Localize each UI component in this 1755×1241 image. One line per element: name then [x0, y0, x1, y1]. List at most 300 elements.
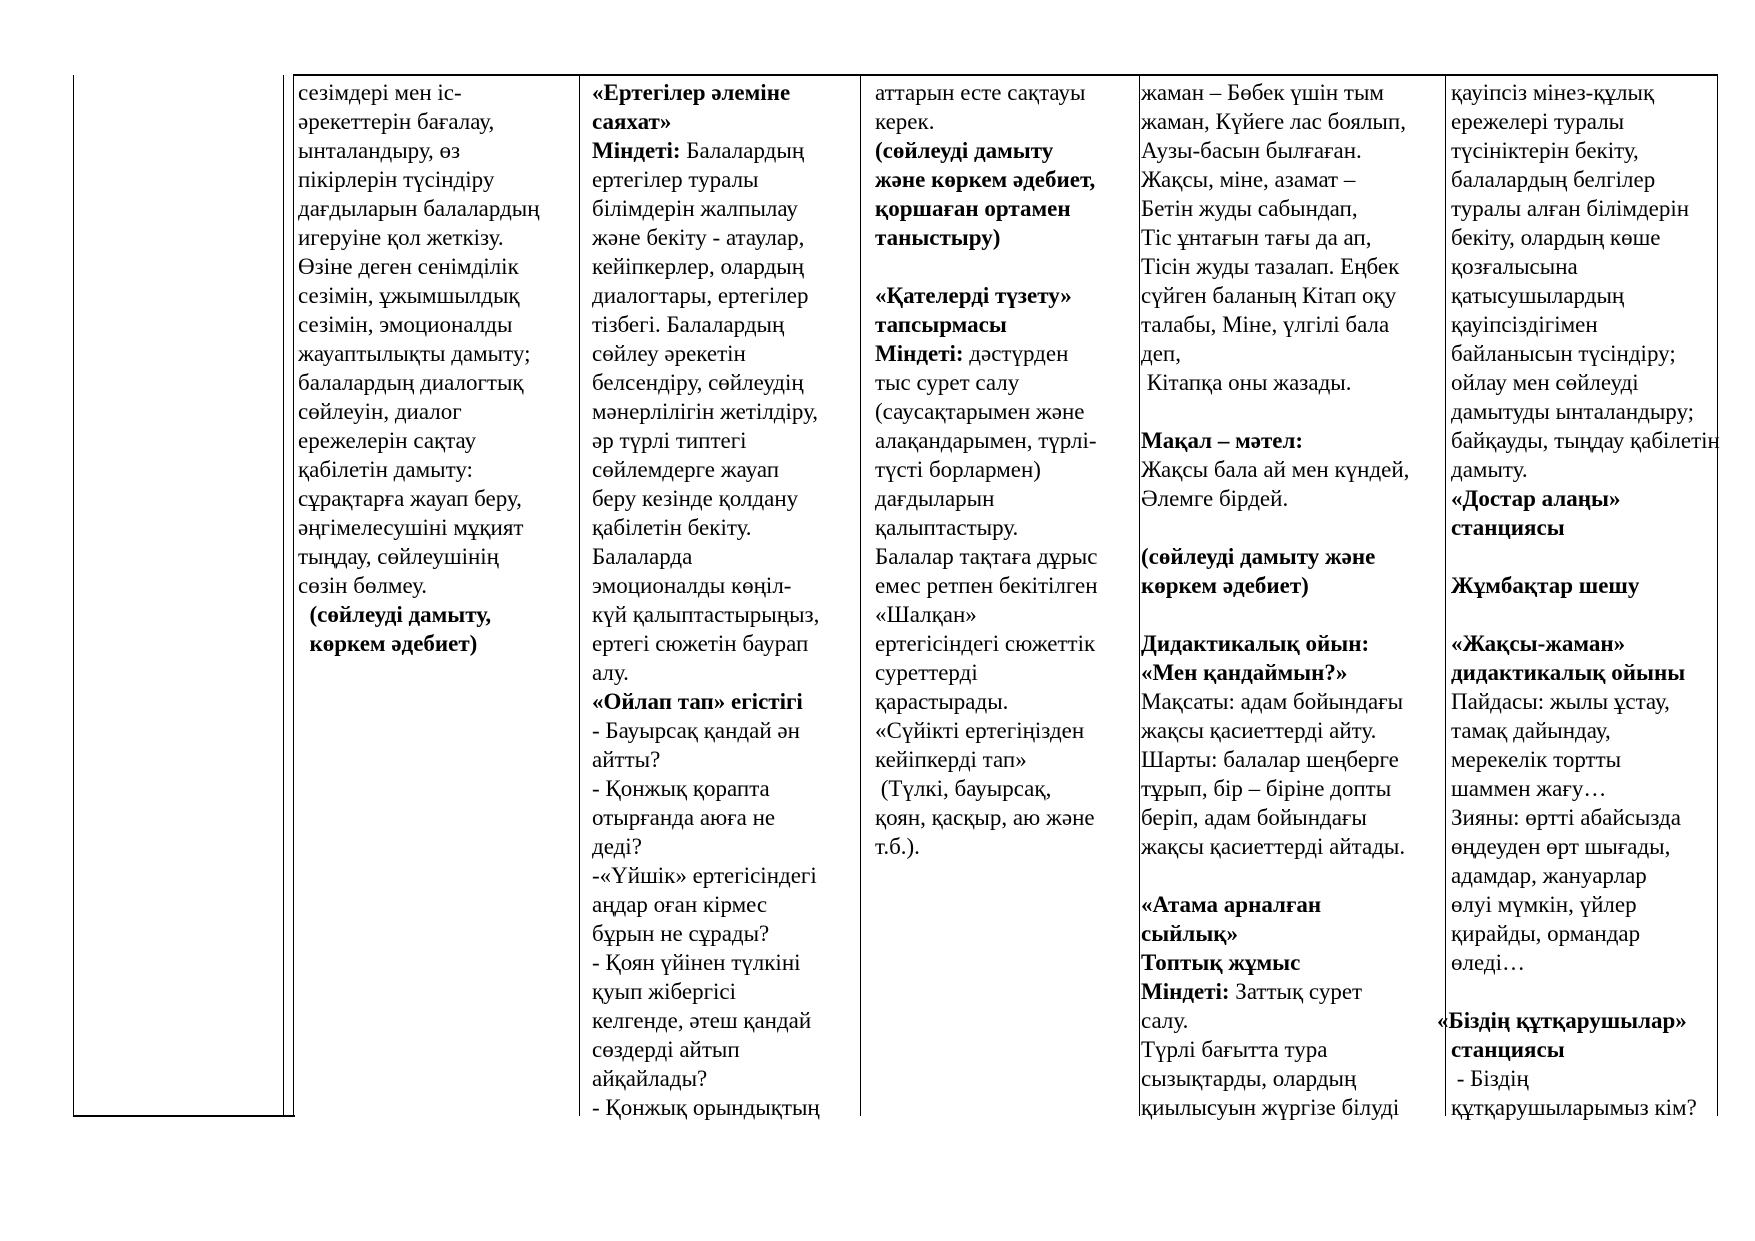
text-line: [875, 542, 1137, 571]
line-text: сөйлемдерге жауап: [592, 457, 780, 482]
line-text: Мақсаты: адам бойындағы: [1141, 689, 1404, 714]
text-line: [875, 310, 1137, 339]
text-line: [592, 1006, 858, 1035]
text-line: [1141, 687, 1444, 716]
text-line: [298, 281, 576, 310]
text-line: [592, 861, 858, 890]
text-line: [1451, 136, 1719, 165]
line-text: қирайды, ормандар: [1451, 921, 1641, 946]
line-text: жаман – Бөбек үшін тым: [1141, 80, 1384, 105]
line-text: балалардың белгілер: [1451, 167, 1656, 192]
column-1-text: [298, 78, 576, 658]
bold-text: Дидактикалық ойын:: [1141, 631, 1370, 656]
text-line: [592, 252, 858, 281]
text-line: [298, 629, 576, 658]
text-line: [1141, 426, 1444, 455]
line-text: тамақ дайындау,: [1451, 718, 1611, 743]
text-line: [592, 832, 858, 861]
line-text: ойлау мен сөйлеуді: [1451, 370, 1639, 395]
line-text: қабілетін дамыту:: [298, 457, 473, 482]
text-line: [298, 368, 576, 397]
text-line: [1451, 1064, 1719, 1093]
bold-text: Топтық жұмыс: [1141, 950, 1301, 975]
line-text: емес ретпен бекітілген: [875, 573, 1098, 598]
bold-text: саяхат»: [592, 109, 672, 134]
line-text: байқауды, тыңдау қабілетін: [1451, 428, 1720, 453]
line-text: ертегісіндегі сюжеттік: [875, 631, 1096, 656]
line-text: туралы алған білімдерін: [1451, 196, 1690, 221]
line-text: бекіту, олардың көше: [1451, 225, 1661, 250]
text-line: [1451, 513, 1719, 542]
line-text: беріп, адам бойындағы: [1141, 805, 1367, 830]
line-text: айтты?: [592, 747, 661, 772]
text-line: [298, 397, 576, 426]
line-text: -«Үйшік» ертегісіндегі: [592, 863, 817, 888]
line-text: қарастырады.: [875, 689, 1009, 714]
text-line: [1141, 977, 1444, 1006]
line-text: сөздерді айтып: [592, 1037, 740, 1062]
bold-text: (сөйлеуді дамыту,: [298, 602, 492, 627]
line-text: Зияны: өртті абайсызда: [1451, 805, 1681, 830]
text-line: [1451, 600, 1719, 629]
text-line: [592, 803, 858, 832]
text-line: [592, 774, 858, 803]
line-text: Тісін жуды тазалап. Еңбек: [1141, 254, 1400, 279]
text-line: [1141, 107, 1444, 136]
text-line: [875, 165, 1137, 194]
line-text: - Қонжық қорапта: [592, 776, 770, 801]
text-line: [298, 484, 576, 513]
text-line: [1141, 600, 1444, 629]
column-divider-4: [860, 75, 861, 1116]
line-text: әңгімелесушіні мұқият: [298, 515, 524, 540]
text-line: [1437, 1006, 1719, 1035]
text-line: [592, 600, 858, 629]
line-text: өледі…: [1451, 950, 1525, 975]
text-line: [1141, 774, 1444, 803]
text-line: [1451, 948, 1719, 977]
column-divider-1: [283, 75, 284, 1116]
text-line: [298, 513, 576, 542]
text-line: [298, 571, 576, 600]
text-line: [592, 890, 858, 919]
line-text: «Шалқан»: [875, 602, 977, 627]
text-line: [592, 513, 858, 542]
text-line: [1451, 165, 1719, 194]
text-line: [1451, 745, 1719, 774]
table-bottom-border: [73, 1115, 295, 1117]
text-line: [875, 252, 1137, 281]
bold-text: станциясы: [1451, 515, 1565, 540]
text-line: [1141, 745, 1444, 774]
table-top-border: [293, 74, 1718, 76]
line-text: сезімін, ұжымшылдық: [298, 283, 520, 308]
line-text: қуып жібергісі: [592, 979, 736, 1004]
text-line: [592, 1064, 858, 1093]
line-text: тізбегі. Балалардың: [592, 312, 785, 337]
text-line: [1451, 426, 1719, 455]
line-text: мәнерлілігін жетілдіру,: [592, 399, 819, 424]
text-line: [1451, 397, 1719, 426]
line-text: сезімдері мен іс-: [298, 80, 462, 105]
line-text: Балалар тақтаға дұрыс: [875, 544, 1098, 569]
line-text: аңдар оған кірмес: [592, 892, 768, 917]
line-text: Аузы-басын былғаған.: [1141, 138, 1362, 163]
column-2-text: [592, 78, 858, 1122]
text-line: [1451, 832, 1719, 861]
text-line: [1451, 339, 1719, 368]
text-line: [1141, 1093, 1444, 1122]
line-text: суреттерді: [875, 660, 978, 685]
line-text: білімдерін жалпылау: [592, 196, 798, 221]
text-line: [298, 339, 576, 368]
line-text: Өзіне деген сенімділік: [298, 254, 519, 279]
text-line: [298, 310, 576, 339]
column-divider-6: [1445, 75, 1446, 1116]
line-text: (саусақтарымен және: [875, 399, 1085, 424]
line-text: беру кезінде қолдану: [592, 486, 799, 511]
line-text: дағдыларын: [875, 486, 995, 511]
line-text: сөзін бөлмеу.: [298, 573, 428, 598]
line-text: Шарты: балалар шеңберге: [1141, 747, 1399, 772]
line-text: отырғанда аюға не: [592, 805, 776, 830]
text-line: [592, 281, 858, 310]
line-text: айқайлады?: [592, 1066, 708, 1091]
line-text: өңдеуден өрт шығады,: [1451, 834, 1671, 859]
text-line: [592, 136, 858, 165]
line-text: жаман, Күйеге лас боялып,: [1141, 109, 1406, 134]
text-line: [875, 368, 1137, 397]
line-text: жақсы қасиеттерді айтады.: [1141, 834, 1406, 859]
text-line: [1141, 716, 1444, 745]
text-line: [875, 745, 1137, 774]
bold-text: Міндеті:: [1141, 979, 1230, 1004]
line-text: Пайдасы: жылы ұстау,: [1451, 689, 1670, 714]
line-text: пікірлерін түсіндіру: [298, 167, 495, 192]
text-line: [875, 107, 1137, 136]
text-line: [1141, 658, 1444, 687]
text-line: [1451, 774, 1719, 803]
text-line: [1141, 1035, 1444, 1064]
line-text: Кітапқа оны жазады.: [1141, 370, 1352, 395]
line-text: сөйлеуін, диалог: [298, 399, 462, 424]
text-line: [592, 977, 858, 1006]
column-3-text: [875, 78, 1137, 861]
text-line: [1451, 252, 1719, 281]
line-text: Жақсы бала ай мен күндей,: [1141, 457, 1410, 482]
text-line: [592, 919, 858, 948]
column-divider-3: [579, 75, 580, 1116]
text-line: [1141, 919, 1444, 948]
bold-text: «Жақсы-жаман»: [1451, 631, 1626, 656]
line-text: керек.: [875, 109, 935, 134]
text-line: [875, 513, 1137, 542]
bold-text: таныстыру): [875, 225, 1001, 250]
line-text: дағдыларын балалардың: [298, 196, 540, 221]
text-line: [875, 339, 1137, 368]
text-line: [298, 252, 576, 281]
text-line: [1451, 1035, 1719, 1064]
line-text: аттарын есте сақтауы: [875, 80, 1086, 105]
bold-text: станциясы: [1451, 1037, 1565, 1062]
column-5-text: [1437, 78, 1720, 1122]
text-line: [1141, 861, 1444, 890]
line-text: түсті борлармен): [875, 457, 1041, 482]
text-line: [1141, 310, 1444, 339]
text-line: [592, 687, 858, 716]
bold-text: және көркем әдебиет,: [875, 167, 1096, 192]
line-text: - Бауырсақ қандай ән: [592, 718, 800, 743]
text-line: [298, 136, 576, 165]
text-line: [592, 368, 858, 397]
text-line: [298, 78, 576, 107]
text-line: [592, 629, 858, 658]
line-text: тыңдау, сөйлеушінің: [298, 544, 499, 569]
text-line: [1141, 339, 1444, 368]
text-line: [875, 774, 1137, 803]
text-line: [875, 397, 1137, 426]
text-line: [1451, 977, 1719, 1006]
text-line: [1451, 1093, 1719, 1122]
line-text: жауаптылықты дамыту;: [298, 341, 531, 366]
line-text: деді?: [592, 834, 642, 859]
line-text: сүйген баланың Кітап оқу: [1141, 283, 1397, 308]
line-text: алу.: [592, 660, 629, 685]
text-line: [1141, 455, 1444, 484]
text-line: [1141, 890, 1444, 919]
text-line: [1451, 890, 1719, 919]
line-text: талабы, Міне, үлгілі бала: [1141, 312, 1390, 337]
bold-text: Міндеті:: [875, 341, 964, 366]
text-line: [592, 1093, 858, 1122]
text-line: [1141, 542, 1444, 571]
line-text: деп,: [1141, 341, 1181, 366]
line-text: ертегі сюжетін баурап: [592, 631, 809, 656]
line-text: тыс сурет салу: [875, 370, 1020, 395]
text-line: [1451, 658, 1719, 687]
bold-text: көркем әдебиет): [298, 631, 478, 656]
text-line: [298, 107, 576, 136]
text-line: [875, 223, 1137, 252]
text-line: [1141, 803, 1444, 832]
line-text: түсініктерін бекіту,: [1451, 138, 1639, 163]
text-line: [1451, 919, 1719, 948]
text-line: [1451, 803, 1719, 832]
line-text: дамыту.: [1451, 457, 1528, 482]
line-text: игеруіне қол жеткізу.: [298, 225, 504, 250]
column-4-text: [1141, 78, 1444, 1122]
line-text: Бетін жуды сабындап,: [1141, 196, 1358, 221]
line-text: сызықтарды, олардың: [1141, 1066, 1357, 1091]
bold-text: Міндеті:: [592, 138, 681, 163]
text-line: [875, 136, 1137, 165]
bold-text: Мақал – мәтел:: [1141, 428, 1304, 453]
text-line: [1451, 687, 1719, 716]
text-line: [875, 455, 1137, 484]
bold-text: тапсырмасы: [875, 312, 1007, 337]
text-line: [1451, 716, 1719, 745]
text-line: [592, 194, 858, 223]
text-line: [875, 78, 1137, 107]
line-text: Жақсы, міне, азамат –: [1141, 167, 1356, 192]
bold-text: «Ойлап тап» егістігі: [592, 689, 803, 714]
bold-text: (сөйлеуді дамыту: [875, 138, 1054, 163]
text-line: [592, 716, 858, 745]
line-text: Балаларда: [592, 544, 693, 569]
line-text: т.б.).: [875, 834, 920, 859]
text-line: [1141, 629, 1444, 658]
text-line: [1451, 281, 1719, 310]
text-line: [592, 397, 858, 426]
line-text: Әлемге бірдей.: [1141, 486, 1289, 511]
text-line: [1451, 223, 1719, 252]
text-line: [1141, 368, 1444, 397]
line-text: алақандарымен, түрлі-: [875, 428, 1097, 453]
text-line: [1451, 107, 1719, 136]
line-text: дәстүрден: [963, 341, 1069, 366]
text-line: [1141, 397, 1444, 426]
text-line: [1451, 368, 1719, 397]
line-text: қиылысуын жүргізе білуді: [1141, 1095, 1400, 1120]
line-text: - Қонжық орындықтың: [592, 1095, 820, 1120]
text-line: [1141, 571, 1444, 600]
line-text: дамытуды ынталандыру;: [1451, 399, 1695, 424]
line-text: - Қоян үйінен түлкіні: [592, 950, 801, 975]
text-line: [875, 687, 1137, 716]
text-line: [298, 223, 576, 252]
text-line: [875, 658, 1137, 687]
bold-text: көркем әдебиет): [1141, 573, 1309, 598]
line-text: диалогтары, ертегілер: [592, 283, 809, 308]
text-line: [592, 426, 858, 455]
line-text: «Сүйікті ертегіңізден: [875, 718, 1085, 743]
text-line: [1141, 484, 1444, 513]
line-text: қатысушылардың: [1451, 283, 1625, 308]
text-line: [1451, 194, 1719, 223]
text-line: [1141, 1006, 1444, 1035]
text-line: [1141, 136, 1444, 165]
text-line: [592, 78, 858, 107]
bold-text: «Қателерді түзету»: [875, 283, 1072, 308]
bold-text: Жұмбақтар шешу: [1451, 573, 1640, 598]
line-text: шаммен жағу…: [1451, 776, 1607, 801]
line-text: кейіпкерлер, олардың: [592, 254, 805, 279]
line-text: Балалардың: [680, 138, 805, 163]
bold-text: сыйлық»: [1141, 921, 1239, 946]
line-text: әр түрлі типтегі: [592, 428, 747, 453]
bold-text: «Достар алаңы»: [1451, 486, 1621, 511]
text-line: [298, 600, 576, 629]
text-line: [592, 745, 858, 774]
line-text: адамдар, жануарлар: [1451, 863, 1647, 888]
text-line: [1141, 1064, 1444, 1093]
text-line: [1141, 194, 1444, 223]
text-line: [1451, 861, 1719, 890]
bold-text: «Атама арналған: [1141, 892, 1322, 917]
line-text: сезімін, эмоционалды: [298, 312, 513, 337]
text-line: [298, 542, 576, 571]
text-line: [592, 658, 858, 687]
text-line: [1451, 455, 1719, 484]
text-line: [592, 165, 858, 194]
text-line: [875, 571, 1137, 600]
line-text: мерекелік тортты: [1451, 747, 1622, 772]
line-text: эмоционалды көңіл-: [592, 573, 792, 598]
line-text: сөйлеу әрекетін: [592, 341, 746, 366]
line-text: қауіпсіз мінез-құлық: [1451, 80, 1655, 105]
text-line: [298, 165, 576, 194]
text-line: [1451, 571, 1719, 600]
text-line: [1141, 223, 1444, 252]
text-line: [1451, 484, 1719, 513]
line-text: Түрлі бағытта тура: [1141, 1037, 1328, 1062]
line-text: ережелерін сақтау: [298, 428, 477, 453]
text-line: [1141, 832, 1444, 861]
line-text: жақсы қасиеттерді айту.: [1141, 718, 1377, 743]
line-text: балалардың диалогтық: [298, 370, 524, 395]
line-text: (Түлкі, бауырсақ,: [875, 776, 1052, 801]
text-line: [875, 716, 1137, 745]
line-text: тұрып, бір – біріне допты: [1141, 776, 1392, 801]
text-line: [875, 194, 1137, 223]
line-text: қабілетін бекіту.: [592, 515, 752, 540]
text-line: [592, 455, 858, 484]
bold-text: (сөйлеуді дамыту және: [1141, 544, 1376, 569]
line-text: өлуі мүмкін, үйлер: [1451, 892, 1637, 917]
text-line: [1451, 78, 1719, 107]
text-line: [1141, 281, 1444, 310]
text-line: [1141, 165, 1444, 194]
line-text: кейіпкерді тап»: [875, 747, 1027, 772]
text-line: [592, 107, 858, 136]
text-line: [1451, 629, 1719, 658]
line-text: сұрақтарға жауап беру,: [298, 486, 522, 511]
table-left-border: [73, 75, 74, 1116]
line-text: құтқарушыларымыз кім?: [1451, 1095, 1697, 1120]
text-line: [875, 832, 1137, 861]
text-line: [1141, 252, 1444, 281]
line-text: ертегілер туралы: [592, 167, 759, 192]
line-text: Заттық сурет: [1229, 979, 1363, 1004]
text-line: [298, 455, 576, 484]
bold-text: «Мен қандаймын?»: [1141, 660, 1348, 685]
bold-text: дидактикалық ойыны: [1451, 660, 1686, 685]
text-line: [298, 426, 576, 455]
text-line: [1451, 310, 1719, 339]
line-text: қозғалысына: [1451, 254, 1578, 279]
line-text: белсендіру, сөйлеудің: [592, 370, 804, 395]
text-line: [592, 339, 858, 368]
bold-text: «Ертегілер әлеміне: [592, 80, 791, 105]
line-text: бұрын не сұрады?: [592, 921, 770, 946]
line-text: әрекеттерін бағалау,: [298, 109, 495, 134]
text-line: [1141, 513, 1444, 542]
text-line: [875, 484, 1137, 513]
line-text: - Біздің: [1451, 1066, 1529, 1091]
text-line: [592, 1035, 858, 1064]
bold-text: «Біздің құтқарушылар»: [1437, 1008, 1687, 1033]
line-text: қоян, қасқыр, аю және: [875, 805, 1095, 830]
text-line: [875, 281, 1137, 310]
text-line: [592, 542, 858, 571]
line-text: және бекіту - атаулар,: [592, 225, 805, 250]
text-line: [875, 426, 1137, 455]
text-line: [592, 310, 858, 339]
column-divider-5: [1139, 75, 1140, 1116]
text-line: [592, 948, 858, 977]
text-line: [298, 194, 576, 223]
line-text: ережелері туралы: [1451, 109, 1625, 134]
